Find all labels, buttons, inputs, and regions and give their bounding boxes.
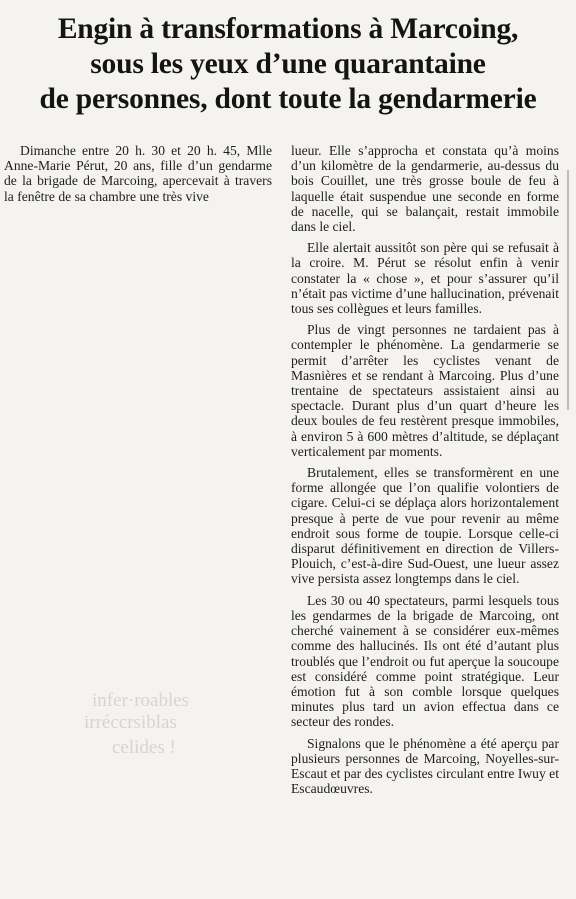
headline-line-1: Engin à transformations à Marcoing, (57, 13, 519, 45)
clipping-edge (567, 170, 569, 410)
article-paragraph: Plus de vingt personnes ne tardaient pas à contempler le phénomène. La gendarmerie se permit d’arrêter les cyclistes venant de Masnières et se rendant à Marcoing. Plus d’une trentaine de spectateurs assistaient ainsi au spectacle. Durant plus d’un quart d’heure les deux boules de feu restèrent presque immobiles, à environ 5 à 600 mètres d’altitude, se déplaçant verticalement par moments. (291, 322, 559, 459)
headline-line-2: sous les yeux d’une quarantaine (90, 48, 486, 80)
show-through-text: celides ! (112, 737, 176, 758)
show-through-text: infer·roables (92, 690, 190, 711)
article-paragraph: Les 30 ou 40 spectateurs, parmi lesquels tous les gendarmes de la brigade de Marcoing, ont cherché vainement à se considérer eux-mêmes comme des hallucinés. Ils ont été d’autant plus troublés que l’endroit ou fut aperçue la soucoupe est considéré comme point stratégique. Leur émotion fut à son comble lorsque quelques minutes plus tard un avion effectua dans ce secteur des rondes. (291, 592, 559, 730)
article-paragraph: Elle alertait aussitôt son père qui se refusait à la croire. M. Pérut se résolut enfin à venir constater la « chose », et pour s’assurer qu’il n’était pas victime d’une hallucination, prévenait tous ses collègues et leurs familles. (291, 240, 559, 317)
show-through-text: irréccrsiblas (84, 712, 177, 733)
headline-line-3: de personnes, dont toute la gendarmerie (39, 83, 537, 115)
article-paragraph: Signalons que le phénomène a été aperçu par plusieurs personnes de Marcoing, Noyelles-sur-Escaut et par des cyclistes circulant entre Iwuy et Escaudœuvres. (291, 735, 559, 797)
article-column-right (291, 143, 559, 802)
headline (0, 12, 576, 117)
article-column-left (4, 143, 272, 210)
article-paragraph: Brutalement, elles se transformèrent en une forme allongée que l’on qualifie volontiers de cigare. Celui-ci se déplaça alors horizontalement presque à perte de vue pour revenir au même endroit sous forme de toupie. Lorsque celle-ci disparut définitivement en direction de Villers-Plouich, c’est-à-dire Sud-Ouest, une lueur assez vive persista assez longtemps dans le ciel. (291, 465, 559, 587)
article-paragraph: lueur. Elle s’approcha et constata qu’à moins d’un kilomètre de la gendarmerie, au-dessus du bois Couillet, une très grosse boule de feu à laquelle était suspendue une seconde en forme de nacelle, qui se balançait, restait immobile dans le ciel. (291, 143, 559, 235)
article-paragraph: Dimanche entre 20 h. 30 et 20 h. 45, Mlle Anne-Marie Pérut, 20 ans, fille d’un gendarme de la brigade de Marcoing, apercevait à travers la fenêtre de sa chambre une très vive (4, 143, 272, 204)
